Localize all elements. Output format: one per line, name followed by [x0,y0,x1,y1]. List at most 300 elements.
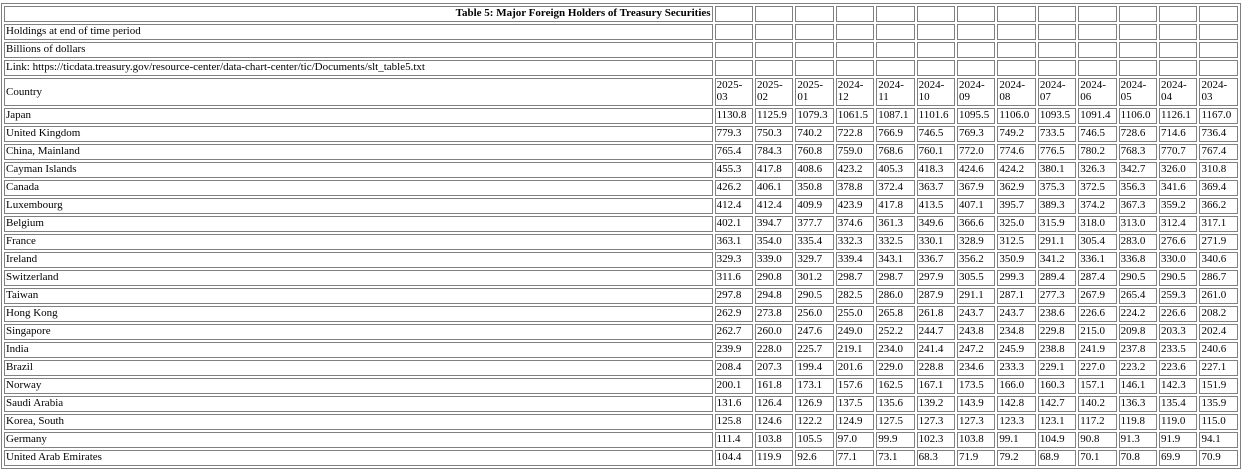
empty-cell [715,60,753,76]
country-cell: China, Mainland [4,144,713,160]
value-cell: 243.8 [957,324,995,340]
value-cell: 298.7 [876,270,914,286]
value-cell: 750.3 [755,126,793,142]
header-row [4,78,1238,106]
value-cell: 124.6 [755,414,793,430]
value-cell: 408.6 [795,162,833,178]
header-period: 2024-06 [1078,78,1116,106]
table-row [4,414,1238,430]
value-cell: 202.4 [1199,324,1238,340]
empty-cell [1199,6,1238,22]
value-cell: 722.8 [836,126,874,142]
empty-cell [715,6,753,22]
value-cell: 227.1 [1199,360,1238,376]
country-cell: Japan [4,108,713,124]
value-cell: 362.9 [997,180,1035,196]
value-cell: 125.8 [715,414,753,430]
country-cell: Brazil [4,360,713,376]
value-cell: 374.2 [1078,198,1116,214]
value-cell: 200.1 [715,378,753,394]
value-cell: 287.4 [1078,270,1116,286]
empty-cell [1119,24,1157,40]
meta-link: Link: https://ticdata.treasury.gov/resource-center/data-chart-center/tic/Documents/slt_table5.txt [4,60,713,76]
empty-cell [795,6,833,22]
meta-row [4,60,1238,76]
header-period: 2024-03 [1199,78,1238,106]
value-cell: 71.9 [957,450,995,466]
country-cell: Saudi Arabia [4,396,713,412]
value-cell: 377.7 [795,216,833,232]
value-cell: 389.3 [1038,198,1076,214]
value-cell: 363.7 [917,180,955,196]
treasury-holders-table [1,3,1241,469]
value-cell: 233.3 [997,360,1035,376]
value-cell: 329.7 [795,252,833,268]
value-cell: 760.1 [917,144,955,160]
value-cell: 104.4 [715,450,753,466]
value-cell: 423.2 [836,162,874,178]
value-cell: 228.8 [917,360,955,376]
value-cell: 774.6 [997,144,1035,160]
value-cell: 426.2 [715,180,753,196]
value-cell: 243.7 [997,306,1035,322]
value-cell: 766.9 [876,126,914,142]
value-cell: 229.0 [876,360,914,376]
table-row [4,396,1238,412]
value-cell: 261.8 [917,306,955,322]
value-cell: 255.0 [836,306,874,322]
value-cell: 412.4 [755,198,793,214]
country-cell: Norway [4,378,713,394]
empty-cell [1078,60,1116,76]
country-cell: France [4,234,713,250]
value-cell: 1126.1 [1159,108,1197,124]
value-cell: 259.3 [1159,288,1197,304]
value-cell: 287.9 [917,288,955,304]
value-cell: 310.8 [1199,162,1238,178]
value-cell: 135.4 [1159,396,1197,412]
empty-cell [836,24,874,40]
value-cell: 73.1 [876,450,914,466]
value-cell: 768.3 [1119,144,1157,160]
value-cell: 728.6 [1119,126,1157,142]
value-cell: 226.6 [1159,306,1197,322]
value-cell: 405.3 [876,162,914,178]
value-cell: 714.6 [1159,126,1197,142]
value-cell: 136.3 [1119,396,1157,412]
value-cell: 784.3 [755,144,793,160]
value-cell: 1106.0 [997,108,1035,124]
value-cell: 769.3 [957,126,995,142]
empty-cell [715,42,753,58]
country-cell: India [4,342,713,358]
empty-cell [1159,42,1197,58]
value-cell: 142.3 [1159,378,1197,394]
value-cell: 366.2 [1199,198,1238,214]
value-cell: 359.2 [1159,198,1197,214]
value-cell: 123.1 [1038,414,1076,430]
value-cell: 339.4 [836,252,874,268]
table-body [4,6,1238,466]
value-cell: 1061.5 [836,108,874,124]
value-cell: 349.6 [917,216,955,232]
value-cell: 223.6 [1159,360,1197,376]
value-cell: 97.0 [836,432,874,448]
value-cell: 273.8 [755,306,793,322]
value-cell: 99.1 [997,432,1035,448]
value-cell: 261.0 [1199,288,1238,304]
empty-cell [1038,42,1076,58]
value-cell: 260.0 [755,324,793,340]
empty-cell [997,24,1035,40]
value-cell: 119.9 [755,450,793,466]
value-cell: 343.1 [876,252,914,268]
value-cell: 336.1 [1078,252,1116,268]
value-cell: 162.5 [876,378,914,394]
value-cell: 282.5 [836,288,874,304]
empty-cell [1078,42,1116,58]
empty-cell [957,42,995,58]
table-row [4,324,1238,340]
empty-cell [997,42,1035,58]
value-cell: 394.7 [755,216,793,232]
value-cell: 417.8 [876,198,914,214]
empty-cell [1038,60,1076,76]
value-cell: 249.0 [836,324,874,340]
value-cell: 1167.0 [1199,108,1238,124]
empty-cell [1078,6,1116,22]
value-cell: 305.4 [1078,234,1116,250]
empty-cell [836,60,874,76]
value-cell: 229.1 [1038,360,1076,376]
value-cell: 367.9 [957,180,995,196]
value-cell: 157.6 [836,378,874,394]
value-cell: 1101.6 [917,108,955,124]
table-row [4,234,1238,250]
value-cell: 126.9 [795,396,833,412]
table-row [4,270,1238,286]
value-cell: 161.8 [755,378,793,394]
value-cell: 332.3 [836,234,874,250]
empty-cell [876,42,914,58]
value-cell: 1091.4 [1078,108,1116,124]
value-cell: 91.3 [1119,432,1157,448]
value-cell: 759.0 [836,144,874,160]
value-cell: 201.6 [836,360,874,376]
value-cell: 223.2 [1119,360,1157,376]
value-cell: 135.6 [876,396,914,412]
value-cell: 286.0 [876,288,914,304]
value-cell: 341.6 [1159,180,1197,196]
value-cell: 378.8 [836,180,874,196]
value-cell: 413.5 [917,198,955,214]
value-cell: 760.8 [795,144,833,160]
value-cell: 350.8 [795,180,833,196]
value-cell: 406.1 [755,180,793,196]
empty-cell [755,42,793,58]
value-cell: 143.9 [957,396,995,412]
empty-cell [997,6,1035,22]
value-cell: 166.0 [997,378,1035,394]
value-cell: 297.8 [715,288,753,304]
value-cell: 374.6 [836,216,874,232]
value-cell: 768.6 [876,144,914,160]
value-cell: 227.0 [1078,360,1116,376]
value-cell: 733.5 [1038,126,1076,142]
value-cell: 424.2 [997,162,1035,178]
header-period: 2025-03 [715,78,753,106]
header-period: 2024-04 [1159,78,1197,106]
empty-cell [876,6,914,22]
empty-cell [1159,60,1197,76]
value-cell: 94.1 [1199,432,1238,448]
value-cell: 765.4 [715,144,753,160]
empty-cell [957,60,995,76]
value-cell: 336.8 [1119,252,1157,268]
country-cell: Hong Kong [4,306,713,322]
value-cell: 207.3 [755,360,793,376]
table-title: Table 5: Major Foreign Holders of Treasury Securities [4,6,713,22]
empty-cell [1199,24,1238,40]
value-cell: 328.9 [957,234,995,250]
value-cell: 290.5 [1159,270,1197,286]
value-cell: 1130.8 [715,108,753,124]
value-cell: 229.8 [1038,324,1076,340]
value-cell: 299.3 [997,270,1035,286]
value-cell: 1079.3 [795,108,833,124]
empty-cell [836,6,874,22]
value-cell: 103.8 [957,432,995,448]
value-cell: 91.9 [1159,432,1197,448]
empty-cell [997,60,1035,76]
value-cell: 215.0 [1078,324,1116,340]
value-cell: 225.7 [795,342,833,358]
value-cell: 407.1 [957,198,995,214]
value-cell: 103.8 [755,432,793,448]
table-row [4,162,1238,178]
value-cell: 102.3 [917,432,955,448]
value-cell: 325.0 [997,216,1035,232]
value-cell: 356.3 [1119,180,1157,196]
value-cell: 277.3 [1038,288,1076,304]
meta-row [4,24,1238,40]
value-cell: 276.6 [1159,234,1197,250]
value-cell: 418.3 [917,162,955,178]
value-cell: 234.8 [997,324,1035,340]
value-cell: 234.0 [876,342,914,358]
value-cell: 157.1 [1078,378,1116,394]
header-period: 2025-02 [755,78,793,106]
value-cell: 455.3 [715,162,753,178]
table-row [4,360,1238,376]
value-cell: 290.8 [755,270,793,286]
empty-cell [1159,6,1197,22]
header-period: 2024-08 [997,78,1035,106]
value-cell: 340.6 [1199,252,1238,268]
value-cell: 291.1 [1038,234,1076,250]
value-cell: 238.6 [1038,306,1076,322]
value-cell: 298.7 [836,270,874,286]
title-row [4,6,1238,22]
country-cell: Singapore [4,324,713,340]
value-cell: 142.7 [1038,396,1076,412]
empty-cell [876,60,914,76]
table-row [4,342,1238,358]
value-cell: 287.1 [997,288,1035,304]
value-cell: 237.8 [1119,342,1157,358]
value-cell: 369.4 [1199,180,1238,196]
value-cell: 372.5 [1078,180,1116,196]
value-cell: 341.2 [1038,252,1076,268]
value-cell: 127.5 [876,414,914,430]
value-cell: 240.6 [1199,342,1238,358]
table-row [4,198,1238,214]
value-cell: 749.2 [997,126,1035,142]
table-row [4,450,1238,466]
value-cell: 339.0 [755,252,793,268]
value-cell: 70.9 [1199,450,1238,466]
value-cell: 137.5 [836,396,874,412]
value-cell: 402.1 [715,216,753,232]
value-cell: 209.8 [1119,324,1157,340]
country-cell: Germany [4,432,713,448]
value-cell: 167.1 [917,378,955,394]
value-cell: 1125.9 [755,108,793,124]
value-cell: 315.9 [1038,216,1076,232]
value-cell: 219.1 [836,342,874,358]
table-row [4,432,1238,448]
header-country: Country [4,78,713,106]
value-cell: 234.6 [957,360,995,376]
value-cell: 68.3 [917,450,955,466]
country-cell: Belgium [4,216,713,232]
value-cell: 363.1 [715,234,753,250]
value-cell: 423.9 [836,198,874,214]
value-cell: 335.4 [795,234,833,250]
table-row [4,378,1238,394]
value-cell: 238.8 [1038,342,1076,358]
value-cell: 329.3 [715,252,753,268]
value-cell: 361.3 [876,216,914,232]
empty-cell [917,60,955,76]
value-cell: 203.3 [1159,324,1197,340]
table-row [4,216,1238,232]
empty-cell [795,42,833,58]
value-cell: 252.2 [876,324,914,340]
empty-cell [917,6,955,22]
empty-cell [1199,42,1238,58]
value-cell: 265.4 [1119,288,1157,304]
country-cell: Switzerland [4,270,713,286]
value-cell: 424.6 [957,162,995,178]
header-period: 2024-09 [957,78,995,106]
country-cell: Korea, South [4,414,713,430]
value-cell: 356.2 [957,252,995,268]
empty-cell [1078,24,1116,40]
value-cell: 123.3 [997,414,1035,430]
value-cell: 780.2 [1078,144,1116,160]
value-cell: 326.3 [1078,162,1116,178]
value-cell: 375.3 [1038,180,1076,196]
empty-cell [1159,24,1197,40]
value-cell: 776.5 [1038,144,1076,160]
value-cell: 740.2 [795,126,833,142]
value-cell: 354.0 [755,234,793,250]
value-cell: 271.9 [1199,234,1238,250]
value-cell: 117.2 [1078,414,1116,430]
value-cell: 326.0 [1159,162,1197,178]
country-cell: Canada [4,180,713,196]
value-cell: 290.5 [795,288,833,304]
value-cell: 160.3 [1038,378,1076,394]
value-cell: 239.9 [715,342,753,358]
value-cell: 119.8 [1119,414,1157,430]
value-cell: 412.4 [715,198,753,214]
value-cell: 199.4 [795,360,833,376]
value-cell: 736.4 [1199,126,1238,142]
value-cell: 262.9 [715,306,753,322]
value-cell: 305.5 [957,270,995,286]
empty-cell [755,24,793,40]
value-cell: 311.6 [715,270,753,286]
value-cell: 350.9 [997,252,1035,268]
value-cell: 330.0 [1159,252,1197,268]
value-cell: 241.9 [1078,342,1116,358]
value-cell: 301.2 [795,270,833,286]
country-cell: Luxembourg [4,198,713,214]
country-cell: Cayman Islands [4,162,713,178]
value-cell: 119.0 [1159,414,1197,430]
value-cell: 131.6 [715,396,753,412]
value-cell: 68.9 [1038,450,1076,466]
empty-cell [755,6,793,22]
value-cell: 173.1 [795,378,833,394]
value-cell: 135.9 [1199,396,1238,412]
value-cell: 126.4 [755,396,793,412]
value-cell: 294.8 [755,288,793,304]
value-cell: 115.0 [1199,414,1238,430]
empty-cell [1119,42,1157,58]
value-cell: 208.2 [1199,306,1238,322]
country-cell: Ireland [4,252,713,268]
value-cell: 417.8 [755,162,793,178]
value-cell: 336.7 [917,252,955,268]
table-row [4,180,1238,196]
value-cell: 297.9 [917,270,955,286]
value-cell: 291.1 [957,288,995,304]
value-cell: 313.0 [1119,216,1157,232]
value-cell: 173.5 [957,378,995,394]
value-cell: 79.2 [997,450,1035,466]
empty-cell [917,42,955,58]
value-cell: 779.3 [715,126,753,142]
value-cell: 332.5 [876,234,914,250]
value-cell: 247.2 [957,342,995,358]
value-cell: 139.2 [917,396,955,412]
empty-cell [1038,24,1076,40]
value-cell: 241.4 [917,342,955,358]
value-cell: 99.9 [876,432,914,448]
value-cell: 366.6 [957,216,995,232]
value-cell: 146.1 [1119,378,1157,394]
value-cell: 142.8 [997,396,1035,412]
empty-cell [917,24,955,40]
value-cell: 247.6 [795,324,833,340]
value-cell: 1106.0 [1119,108,1157,124]
country-cell: United Arab Emirates [4,450,713,466]
value-cell: 283.0 [1119,234,1157,250]
value-cell: 289.4 [1038,270,1076,286]
